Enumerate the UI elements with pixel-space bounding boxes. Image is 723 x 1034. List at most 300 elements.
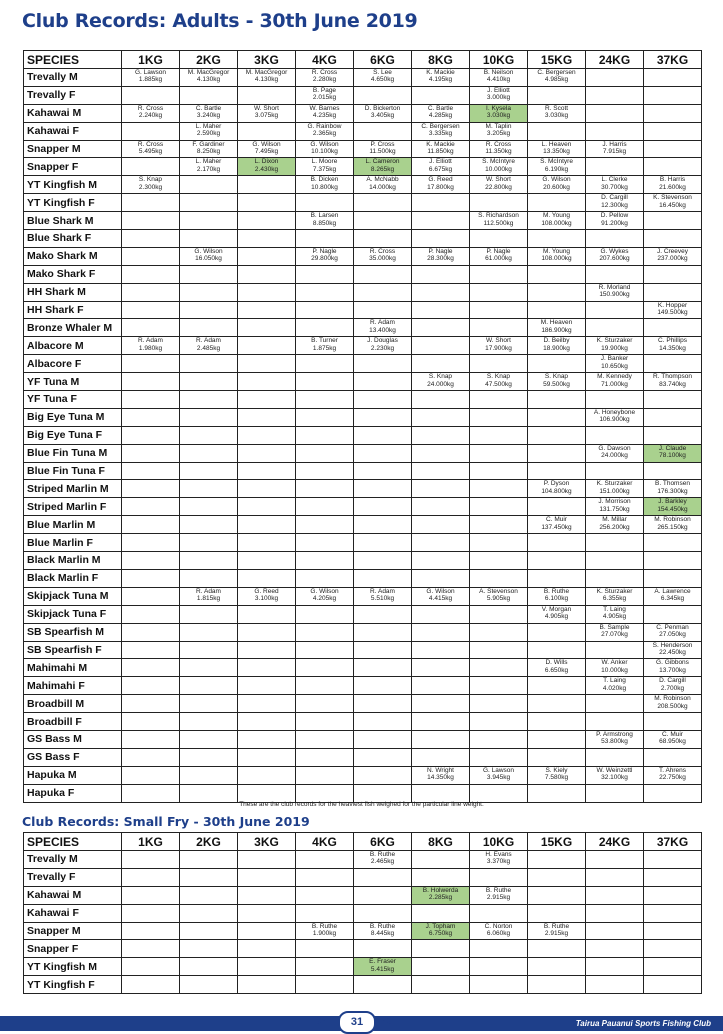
empty-cell — [644, 283, 702, 301]
table-row — [24, 868, 702, 886]
empty-cell — [644, 784, 702, 802]
empty-cell — [470, 730, 528, 748]
empty-cell — [296, 730, 354, 748]
empty-cell — [528, 391, 586, 409]
empty-cell — [470, 194, 528, 212]
record-weight: 6.345kg — [660, 595, 685, 603]
column-header: 6KG — [354, 51, 412, 69]
species-label: Blue Marlin F — [24, 534, 122, 552]
empty-cell — [180, 766, 238, 784]
column-header: 6KG — [354, 833, 412, 851]
empty-cell — [122, 766, 180, 784]
table-row — [24, 516, 702, 534]
table-row — [24, 498, 702, 516]
empty-cell — [354, 766, 412, 784]
empty-cell — [180, 176, 238, 194]
record-weight: 17.800kg — [427, 183, 454, 191]
record-weight: 131.750kg — [599, 505, 630, 513]
record-cell — [470, 886, 528, 904]
empty-cell — [644, 140, 702, 158]
record-cell — [528, 140, 586, 158]
angler-name: W. Short — [486, 337, 511, 345]
record-weight: 2.365kg — [312, 130, 337, 138]
record-weight: 265.150kg — [657, 523, 688, 531]
angler-name: G. Reed — [428, 176, 453, 184]
record-weight: 12.300kg — [601, 201, 628, 209]
empty-cell — [122, 158, 180, 176]
angler-name: D. Pellow — [600, 212, 629, 220]
empty-cell — [180, 784, 238, 802]
empty-cell — [180, 516, 238, 534]
angler-name: R. Adam — [370, 319, 395, 327]
record-cell — [644, 444, 702, 462]
empty-cell — [586, 426, 644, 444]
table-row — [24, 104, 702, 122]
empty-cell — [412, 659, 470, 677]
empty-cell — [238, 766, 296, 784]
empty-cell — [238, 176, 296, 194]
empty-cell — [528, 623, 586, 641]
record-weight: 4.650kg — [370, 76, 395, 84]
angler-name: A. Stevenson — [479, 587, 518, 595]
record-cell — [412, 176, 470, 194]
empty-cell — [122, 940, 180, 958]
record-cell — [586, 730, 644, 748]
angler-name: P. Armstrong — [596, 730, 633, 738]
empty-cell — [238, 605, 296, 623]
record-weight: 29.800kg — [311, 255, 338, 263]
angler-name: L. Cameron — [365, 158, 400, 166]
empty-cell — [470, 265, 528, 283]
empty-cell — [122, 408, 180, 426]
record-weight: 2.485kg — [196, 344, 221, 352]
record-weight: 5.415kg — [370, 965, 395, 973]
record-weight: 1.885kg — [138, 76, 163, 84]
column-header: 24KG — [586, 51, 644, 69]
angler-name: D. Cargill — [659, 677, 686, 685]
empty-cell — [180, 462, 238, 480]
empty-cell — [122, 605, 180, 623]
angler-name: J. Banker — [600, 355, 629, 363]
empty-cell — [122, 552, 180, 570]
empty-cell — [586, 86, 644, 104]
empty-cell — [122, 569, 180, 587]
empty-cell — [180, 868, 238, 886]
table-row — [24, 265, 702, 283]
angler-name: S. Knap — [486, 373, 511, 381]
table-row — [24, 69, 702, 87]
empty-cell — [238, 976, 296, 994]
angler-name: N. Wright — [427, 766, 454, 774]
record-weight: 1.875kg — [312, 344, 337, 352]
empty-cell — [412, 748, 470, 766]
empty-cell — [122, 695, 180, 713]
angler-name: P. Nagle — [312, 247, 337, 255]
empty-cell — [296, 534, 354, 552]
empty-cell — [122, 265, 180, 283]
empty-cell — [412, 677, 470, 695]
empty-cell — [180, 605, 238, 623]
table-row — [24, 641, 702, 659]
empty-cell — [644, 319, 702, 337]
empty-cell — [122, 784, 180, 802]
record-weight: 154.450kg — [657, 505, 688, 513]
empty-cell — [470, 355, 528, 373]
empty-cell — [238, 677, 296, 695]
empty-cell — [644, 104, 702, 122]
record-cell — [296, 158, 354, 176]
empty-cell — [412, 516, 470, 534]
table-row — [24, 784, 702, 802]
record-weight: 207.600kg — [599, 255, 630, 263]
adults-records-table — [23, 50, 702, 803]
empty-cell — [470, 534, 528, 552]
record-cell — [296, 922, 354, 940]
record-weight: 2.430kg — [254, 165, 279, 173]
column-header: SPECIES — [24, 833, 122, 851]
empty-cell — [470, 940, 528, 958]
species-label: Mako Shark M — [24, 247, 122, 265]
empty-cell — [122, 623, 180, 641]
empty-cell — [180, 194, 238, 212]
record-cell — [180, 587, 238, 605]
angler-name: B. Ruthe — [485, 886, 512, 894]
table-row — [24, 886, 702, 904]
angler-name: G. Rainbow — [307, 122, 342, 130]
species-label: Big Eye Tuna M — [24, 408, 122, 426]
angler-name: J. Claude — [658, 444, 687, 452]
empty-cell — [122, 444, 180, 462]
record-cell — [354, 337, 412, 355]
record-cell — [586, 677, 644, 695]
empty-cell — [296, 265, 354, 283]
empty-cell — [296, 230, 354, 248]
record-weight: 22.800kg — [485, 183, 512, 191]
angler-name: P. Cross — [370, 140, 395, 148]
table-row — [24, 851, 702, 869]
record-cell — [470, 176, 528, 194]
empty-cell — [122, 958, 180, 976]
record-cell — [412, 886, 470, 904]
empty-cell — [122, 194, 180, 212]
empty-cell — [122, 301, 180, 319]
table-row — [24, 426, 702, 444]
record-weight: 1.815kg — [196, 595, 221, 603]
empty-cell — [180, 498, 238, 516]
angler-name: J. Elliott — [487, 86, 510, 94]
angler-name: S. Lee — [373, 69, 392, 76]
table-row — [24, 355, 702, 373]
empty-cell — [354, 748, 412, 766]
empty-cell — [354, 659, 412, 677]
table-row — [24, 480, 702, 498]
angler-name: J. Douglas — [367, 337, 398, 345]
angler-name: M. Heaven — [540, 319, 573, 327]
record-weight: 2.300kg — [138, 183, 163, 191]
species-label: Mahimahi M — [24, 659, 122, 677]
empty-cell — [238, 659, 296, 677]
table-row — [24, 444, 702, 462]
column-header: 10KG — [470, 833, 528, 851]
empty-cell — [528, 904, 586, 922]
empty-cell — [412, 212, 470, 230]
empty-cell — [122, 851, 180, 869]
empty-cell — [412, 641, 470, 659]
species-label: YT Kingfish M — [24, 958, 122, 976]
empty-cell — [586, 462, 644, 480]
page-title-small-fry: Club Records: Small Fry - 30th June 2019 — [22, 814, 310, 829]
species-label: Mako Shark F — [24, 265, 122, 283]
empty-cell — [586, 713, 644, 731]
angler-name: B. Dicken — [310, 176, 339, 184]
empty-cell — [644, 552, 702, 570]
empty-cell — [586, 301, 644, 319]
record-cell — [644, 247, 702, 265]
table-row — [24, 176, 702, 194]
empty-cell — [470, 462, 528, 480]
empty-cell — [354, 86, 412, 104]
column-header: 8KG — [412, 51, 470, 69]
angler-name: I. Kysela — [486, 104, 511, 112]
species-label: Kahawai F — [24, 122, 122, 140]
species-label: Striped Marlin F — [24, 498, 122, 516]
species-label: Hapuka M — [24, 766, 122, 784]
record-weight: 2.170kg — [196, 165, 221, 173]
record-cell — [528, 69, 586, 87]
angler-name: C. Bergersen — [421, 122, 460, 130]
empty-cell — [586, 391, 644, 409]
empty-cell — [644, 122, 702, 140]
record-weight: 7.375kg — [312, 165, 337, 173]
empty-cell — [238, 247, 296, 265]
empty-cell — [470, 444, 528, 462]
species-label: Snapper F — [24, 158, 122, 176]
record-cell — [528, 605, 586, 623]
table-row — [24, 373, 702, 391]
record-cell — [412, 69, 470, 87]
empty-cell — [354, 730, 412, 748]
empty-cell — [296, 462, 354, 480]
record-cell — [586, 587, 644, 605]
record-cell — [412, 158, 470, 176]
species-label: Blue Fin Tuna M — [24, 444, 122, 462]
empty-cell — [644, 713, 702, 731]
empty-cell — [354, 301, 412, 319]
record-cell — [644, 176, 702, 194]
empty-cell — [122, 355, 180, 373]
record-weight: 18.900kg — [543, 344, 570, 352]
record-weight: 2.285kg — [428, 894, 453, 902]
angler-name: W. Short — [254, 104, 279, 112]
angler-name: M. Robinson — [654, 695, 691, 703]
record-cell — [470, 922, 528, 940]
empty-cell — [586, 904, 644, 922]
record-cell — [644, 730, 702, 748]
empty-cell — [586, 940, 644, 958]
record-cell — [296, 587, 354, 605]
table-row — [24, 301, 702, 319]
record-cell — [180, 69, 238, 87]
record-cell — [470, 851, 528, 869]
empty-cell — [354, 194, 412, 212]
empty-cell — [122, 86, 180, 104]
record-weight: 14.350kg — [427, 774, 454, 782]
record-weight: 2.230kg — [370, 344, 395, 352]
empty-cell — [528, 426, 586, 444]
record-weight: 6.650kg — [544, 666, 569, 674]
table-row — [24, 605, 702, 623]
empty-cell — [122, 426, 180, 444]
empty-cell — [238, 868, 296, 886]
record-cell — [644, 587, 702, 605]
table-row — [24, 569, 702, 587]
species-label: Big Eye Tuna F — [24, 426, 122, 444]
empty-cell — [122, 498, 180, 516]
record-cell — [528, 319, 586, 337]
angler-name: J. Elliott — [429, 158, 452, 166]
empty-cell — [180, 230, 238, 248]
record-weight: 4.285kg — [428, 112, 453, 120]
record-weight: 20.600kg — [543, 183, 570, 191]
record-cell — [412, 373, 470, 391]
empty-cell — [180, 641, 238, 659]
angler-name: C. Bartle — [195, 104, 222, 112]
angler-name: S. McIntyre — [482, 158, 515, 166]
record-weight: 10.650kg — [601, 362, 628, 370]
record-cell — [180, 122, 238, 140]
empty-cell — [180, 212, 238, 230]
record-weight: 24.000kg — [601, 452, 628, 460]
record-cell — [644, 480, 702, 498]
empty-cell — [470, 552, 528, 570]
empty-cell — [180, 904, 238, 922]
empty-cell — [354, 976, 412, 994]
empty-cell — [238, 641, 296, 659]
angler-name: L. Maher — [195, 158, 222, 166]
empty-cell — [354, 408, 412, 426]
empty-cell — [528, 976, 586, 994]
table-row — [24, 319, 702, 337]
empty-cell — [412, 283, 470, 301]
empty-cell — [470, 319, 528, 337]
record-weight: 61.000kg — [485, 255, 512, 263]
empty-cell — [180, 444, 238, 462]
record-weight: 186.900kg — [541, 326, 572, 334]
record-weight: 16.050kg — [195, 255, 222, 263]
record-weight: 2.240kg — [138, 112, 163, 120]
empty-cell — [238, 230, 296, 248]
empty-cell — [296, 641, 354, 659]
empty-cell — [470, 230, 528, 248]
empty-cell — [644, 86, 702, 104]
angler-name: L. Clerke — [601, 176, 628, 184]
record-weight: 4.205kg — [312, 595, 337, 603]
empty-cell — [470, 283, 528, 301]
angler-name: B. Ruthe — [369, 922, 396, 930]
empty-cell — [528, 408, 586, 426]
record-weight: 17.900kg — [485, 344, 512, 352]
empty-cell — [354, 391, 412, 409]
empty-cell — [296, 605, 354, 623]
record-cell — [354, 69, 412, 87]
empty-cell — [238, 713, 296, 731]
empty-cell — [296, 940, 354, 958]
empty-cell — [238, 748, 296, 766]
empty-cell — [528, 301, 586, 319]
angler-name: L. Moore — [311, 158, 338, 166]
empty-cell — [354, 552, 412, 570]
empty-cell — [586, 641, 644, 659]
species-label: YT Kingfish M — [24, 176, 122, 194]
record-weight: 4.410kg — [486, 76, 511, 84]
angler-name: P. Nagle — [486, 247, 511, 255]
record-weight: 7.580kg — [544, 774, 569, 782]
header-row — [24, 51, 702, 69]
record-cell — [470, 247, 528, 265]
record-weight: 6.060kg — [486, 929, 511, 937]
empty-cell — [528, 355, 586, 373]
empty-cell — [296, 516, 354, 534]
record-weight: 3.405kg — [370, 112, 395, 120]
empty-cell — [412, 976, 470, 994]
record-weight: 3.945kg — [486, 774, 511, 782]
record-weight: 59.500kg — [543, 380, 570, 388]
column-header: 1KG — [122, 833, 180, 851]
record-weight: 208.500kg — [657, 702, 688, 710]
record-cell — [122, 176, 180, 194]
table-row — [24, 212, 702, 230]
empty-cell — [354, 677, 412, 695]
angler-name: C. Bergersen — [537, 69, 576, 76]
empty-cell — [412, 784, 470, 802]
angler-name: J. Topham — [425, 922, 456, 930]
angler-name: J. Creevey — [656, 247, 689, 255]
empty-cell — [180, 922, 238, 940]
empty-cell — [180, 355, 238, 373]
record-cell — [528, 659, 586, 677]
column-header: 4KG — [296, 833, 354, 851]
species-label: Hapuka F — [24, 784, 122, 802]
angler-name: B. Ruthe — [543, 922, 570, 930]
record-cell — [586, 176, 644, 194]
empty-cell — [122, 587, 180, 605]
angler-name: S. Knap — [138, 176, 163, 184]
empty-cell — [412, 337, 470, 355]
empty-cell — [296, 408, 354, 426]
empty-cell — [644, 408, 702, 426]
angler-name: A. Honeybone — [593, 408, 636, 416]
empty-cell — [586, 868, 644, 886]
empty-cell — [122, 391, 180, 409]
record-weight: 104.800kg — [541, 487, 572, 495]
empty-cell — [470, 958, 528, 976]
record-weight: 2.915kg — [486, 894, 511, 902]
angler-name: G. Wilson — [426, 587, 455, 595]
record-weight: 5.495kg — [138, 147, 163, 155]
record-cell — [644, 623, 702, 641]
record-cell — [296, 140, 354, 158]
empty-cell — [296, 480, 354, 498]
empty-cell — [122, 247, 180, 265]
empty-cell — [528, 498, 586, 516]
angler-name: K. Sturzaker — [596, 587, 633, 595]
angler-name: J. Harris — [602, 140, 627, 148]
angler-name: W. Weinzettl — [596, 766, 633, 774]
record-cell — [412, 140, 470, 158]
record-cell — [470, 69, 528, 87]
empty-cell — [354, 695, 412, 713]
record-weight: 13.400kg — [369, 326, 396, 334]
